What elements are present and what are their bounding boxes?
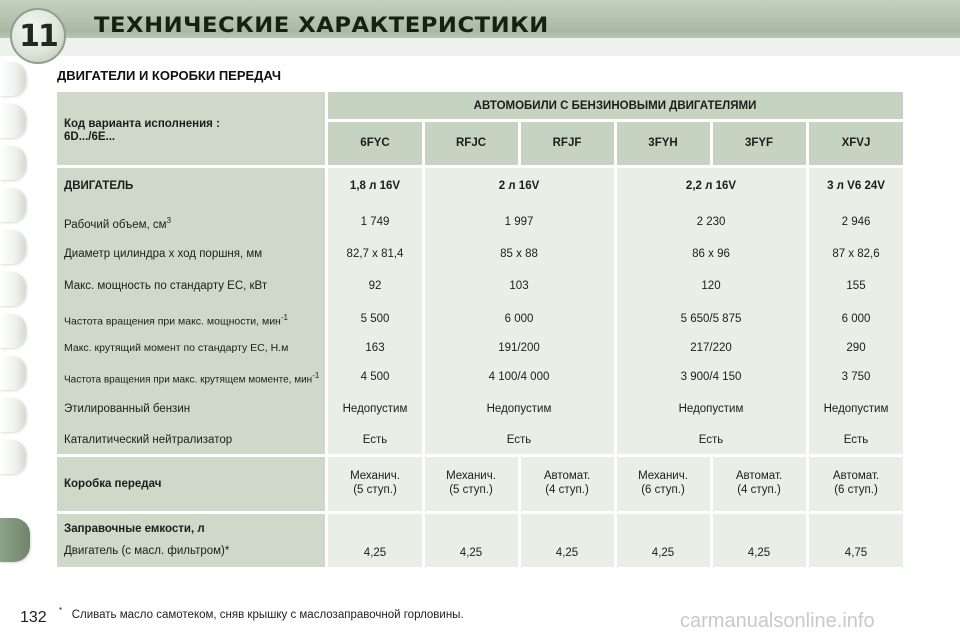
spec-value: 4 100/4 000 [488,371,550,383]
spec-value: Есть [362,434,388,446]
oil-capacity-value: 4,25 [363,547,387,559]
spec-value: 103 [509,280,529,292]
spec-value: 82,7 х 81,4 [346,248,404,260]
spec-value: 85 х 88 [500,248,538,260]
spec-value: 92 [368,280,382,292]
capacity-cell [328,514,422,567]
section-title: ДВИГАТЕЛИ И КОРОБКИ ПЕРЕДАЧ [57,68,281,83]
chapter-tab-active[interactable] [0,518,30,562]
capacity-cell [425,514,518,567]
spec-label-unit-sup: 3 [166,216,172,225]
spec-value: 2 946 [841,216,871,228]
spec-value: 86 х 96 [692,248,730,260]
chapter-tab[interactable] [0,230,26,264]
gearbox-type: Механич. [638,470,688,482]
chapter-tabs [0,62,26,482]
spec-value: Недопустим [678,403,744,415]
spec-value: 163 [365,342,385,354]
spec-value: 5 500 [360,313,390,325]
engine-size: 2 л 16V [498,180,540,192]
chapter-tab[interactable] [0,272,26,306]
group-header: АВТОМОБИЛИ С БЕНЗИНОВЫМИ ДВИГАТЕЛЯМИ [473,100,757,112]
gearbox-steps: (6 ступ.) [641,484,685,496]
gearbox-steps: (4 ступ.) [737,484,781,496]
spec-value: 2 230 [696,216,726,228]
spec-label [64,216,171,231]
spec-label-unit-sup: -1 [280,313,288,322]
spec-value: 3 750 [841,371,871,383]
spec-label [64,248,262,260]
spec-value: 290 [846,342,866,354]
spec-value: 87 х 82,6 [832,248,880,260]
spec-label-text: Макс. крутящий момент по стандарту ЕС, Н.м [64,342,289,354]
spec-value: 1 997 [504,216,534,228]
spec-label-unit-sup: -1 [312,371,320,380]
chapter-tab[interactable] [0,104,26,138]
variant-code: 6D.../6E... [64,131,116,143]
engine-label: ДВИГАТЕЛЬ [64,180,134,192]
spec-label [64,403,190,415]
spec-value: Недопустим [486,403,552,415]
spec-value: Недопустим [823,403,889,415]
oil-capacity-value: 4,25 [555,547,579,559]
capacity-label: Заправочные емкости, л [64,523,205,535]
chapter-number: 11 [19,18,57,54]
chapter-tab[interactable] [0,314,26,348]
engine-code: XFVJ [841,137,871,149]
spec-value: 120 [701,280,721,292]
header-band [0,38,960,56]
oil-capacity-value: 4,25 [747,547,771,559]
footnote-text: Сливать масло самотеком, сняв крышку с маслозаправочной горловины. [71,608,464,621]
engine-code: RFJF [552,137,582,149]
gearbox-type: Механич. [446,470,496,482]
capacity-label-cell [57,514,325,567]
spec-label-text: Частота вращения при макс. крутящем моменте, мин [64,374,313,386]
chapter-tab[interactable] [0,356,26,390]
chapter-tab[interactable] [0,146,26,180]
oil-capacity-value: 4,75 [844,547,868,559]
spec-value: 217/220 [690,342,732,354]
spec-value: 3 900/4 150 [680,371,742,383]
capacity-cell [617,514,710,567]
chapter-tab[interactable] [0,398,26,432]
capacity-cell [713,514,806,567]
page-title: ТЕХНИЧЕСКИЕ ХАРАКТЕРИСТИКИ [94,13,549,37]
spec-label-text: Этилированный бензин [64,403,191,415]
gearbox-steps: (5 ступ.) [353,484,397,496]
spec-label-text: Каталитический нейтрализатор [64,434,233,446]
spec-label-text: Частота вращения при макс. мощности, мин [64,315,281,328]
chapter-badge [10,8,66,64]
engine-size: 3 л V6 24V [827,180,885,192]
gearbox-steps: (5 ступ.) [449,484,493,496]
spec-value: 4 500 [360,371,390,383]
oil-capacity-value: 4,25 [651,547,675,559]
gearbox-type: Автомат. [735,470,783,482]
spec-label [64,280,267,292]
engine-size: 2,2 л 16V [685,180,737,192]
spec-label [64,342,288,354]
spec-value: 5 650/5 875 [680,313,742,325]
spec-value: 6 000 [504,313,534,325]
spec-value: 6 000 [841,313,871,325]
gearbox-type: Механич. [350,470,400,482]
spec-value: 191/200 [498,342,540,354]
engine-code: 3FYF [744,137,774,149]
spec-value: Есть [843,434,869,446]
engine-code: 3FYH [648,137,678,149]
chapter-tab[interactable] [0,440,26,474]
engine-size: 1,8 л 16V [349,180,401,192]
spec-value: Недопустим [342,403,408,415]
page-number: 132 [20,609,47,626]
spec-value: 155 [846,280,866,292]
oil-capacity-value: 4,25 [459,547,483,559]
variant-label: Код варианта исполнения : [64,118,220,130]
footnote [59,606,464,621]
spec-label [64,434,232,446]
spec-label-text: Диаметр цилиндра х ход поршня, мм [64,248,263,260]
capacity-cell [809,514,903,567]
gearbox-steps: (6 ступ.) [834,484,878,496]
spec-label [64,313,288,328]
engine-code: RFJC [455,137,487,149]
gearbox-type: Автомат. [543,470,591,482]
watermark: carmanualsonline.info [680,610,875,632]
oil-label: Двигатель (с масл. фильтром)* [64,545,230,557]
chapter-tab[interactable] [0,62,26,96]
capacity-cell [521,514,614,567]
gearbox-label: Коробка передач [64,478,162,490]
chapter-tab[interactable] [0,188,26,222]
spec-label-text: Макс. мощность по стандарту ЕС, кВт [64,280,268,292]
spec-label [64,371,319,385]
spec-value: Есть [506,434,532,446]
spec-label-text: Рабочий объем, см [64,218,167,231]
gearbox-steps: (4 ступ.) [545,484,589,496]
footnote-mark: * [59,606,63,615]
spec-value: 1 749 [360,216,390,228]
gearbox-type: Автомат. [832,470,880,482]
engine-code: 6FYC [360,137,390,149]
spec-value: Есть [698,434,724,446]
